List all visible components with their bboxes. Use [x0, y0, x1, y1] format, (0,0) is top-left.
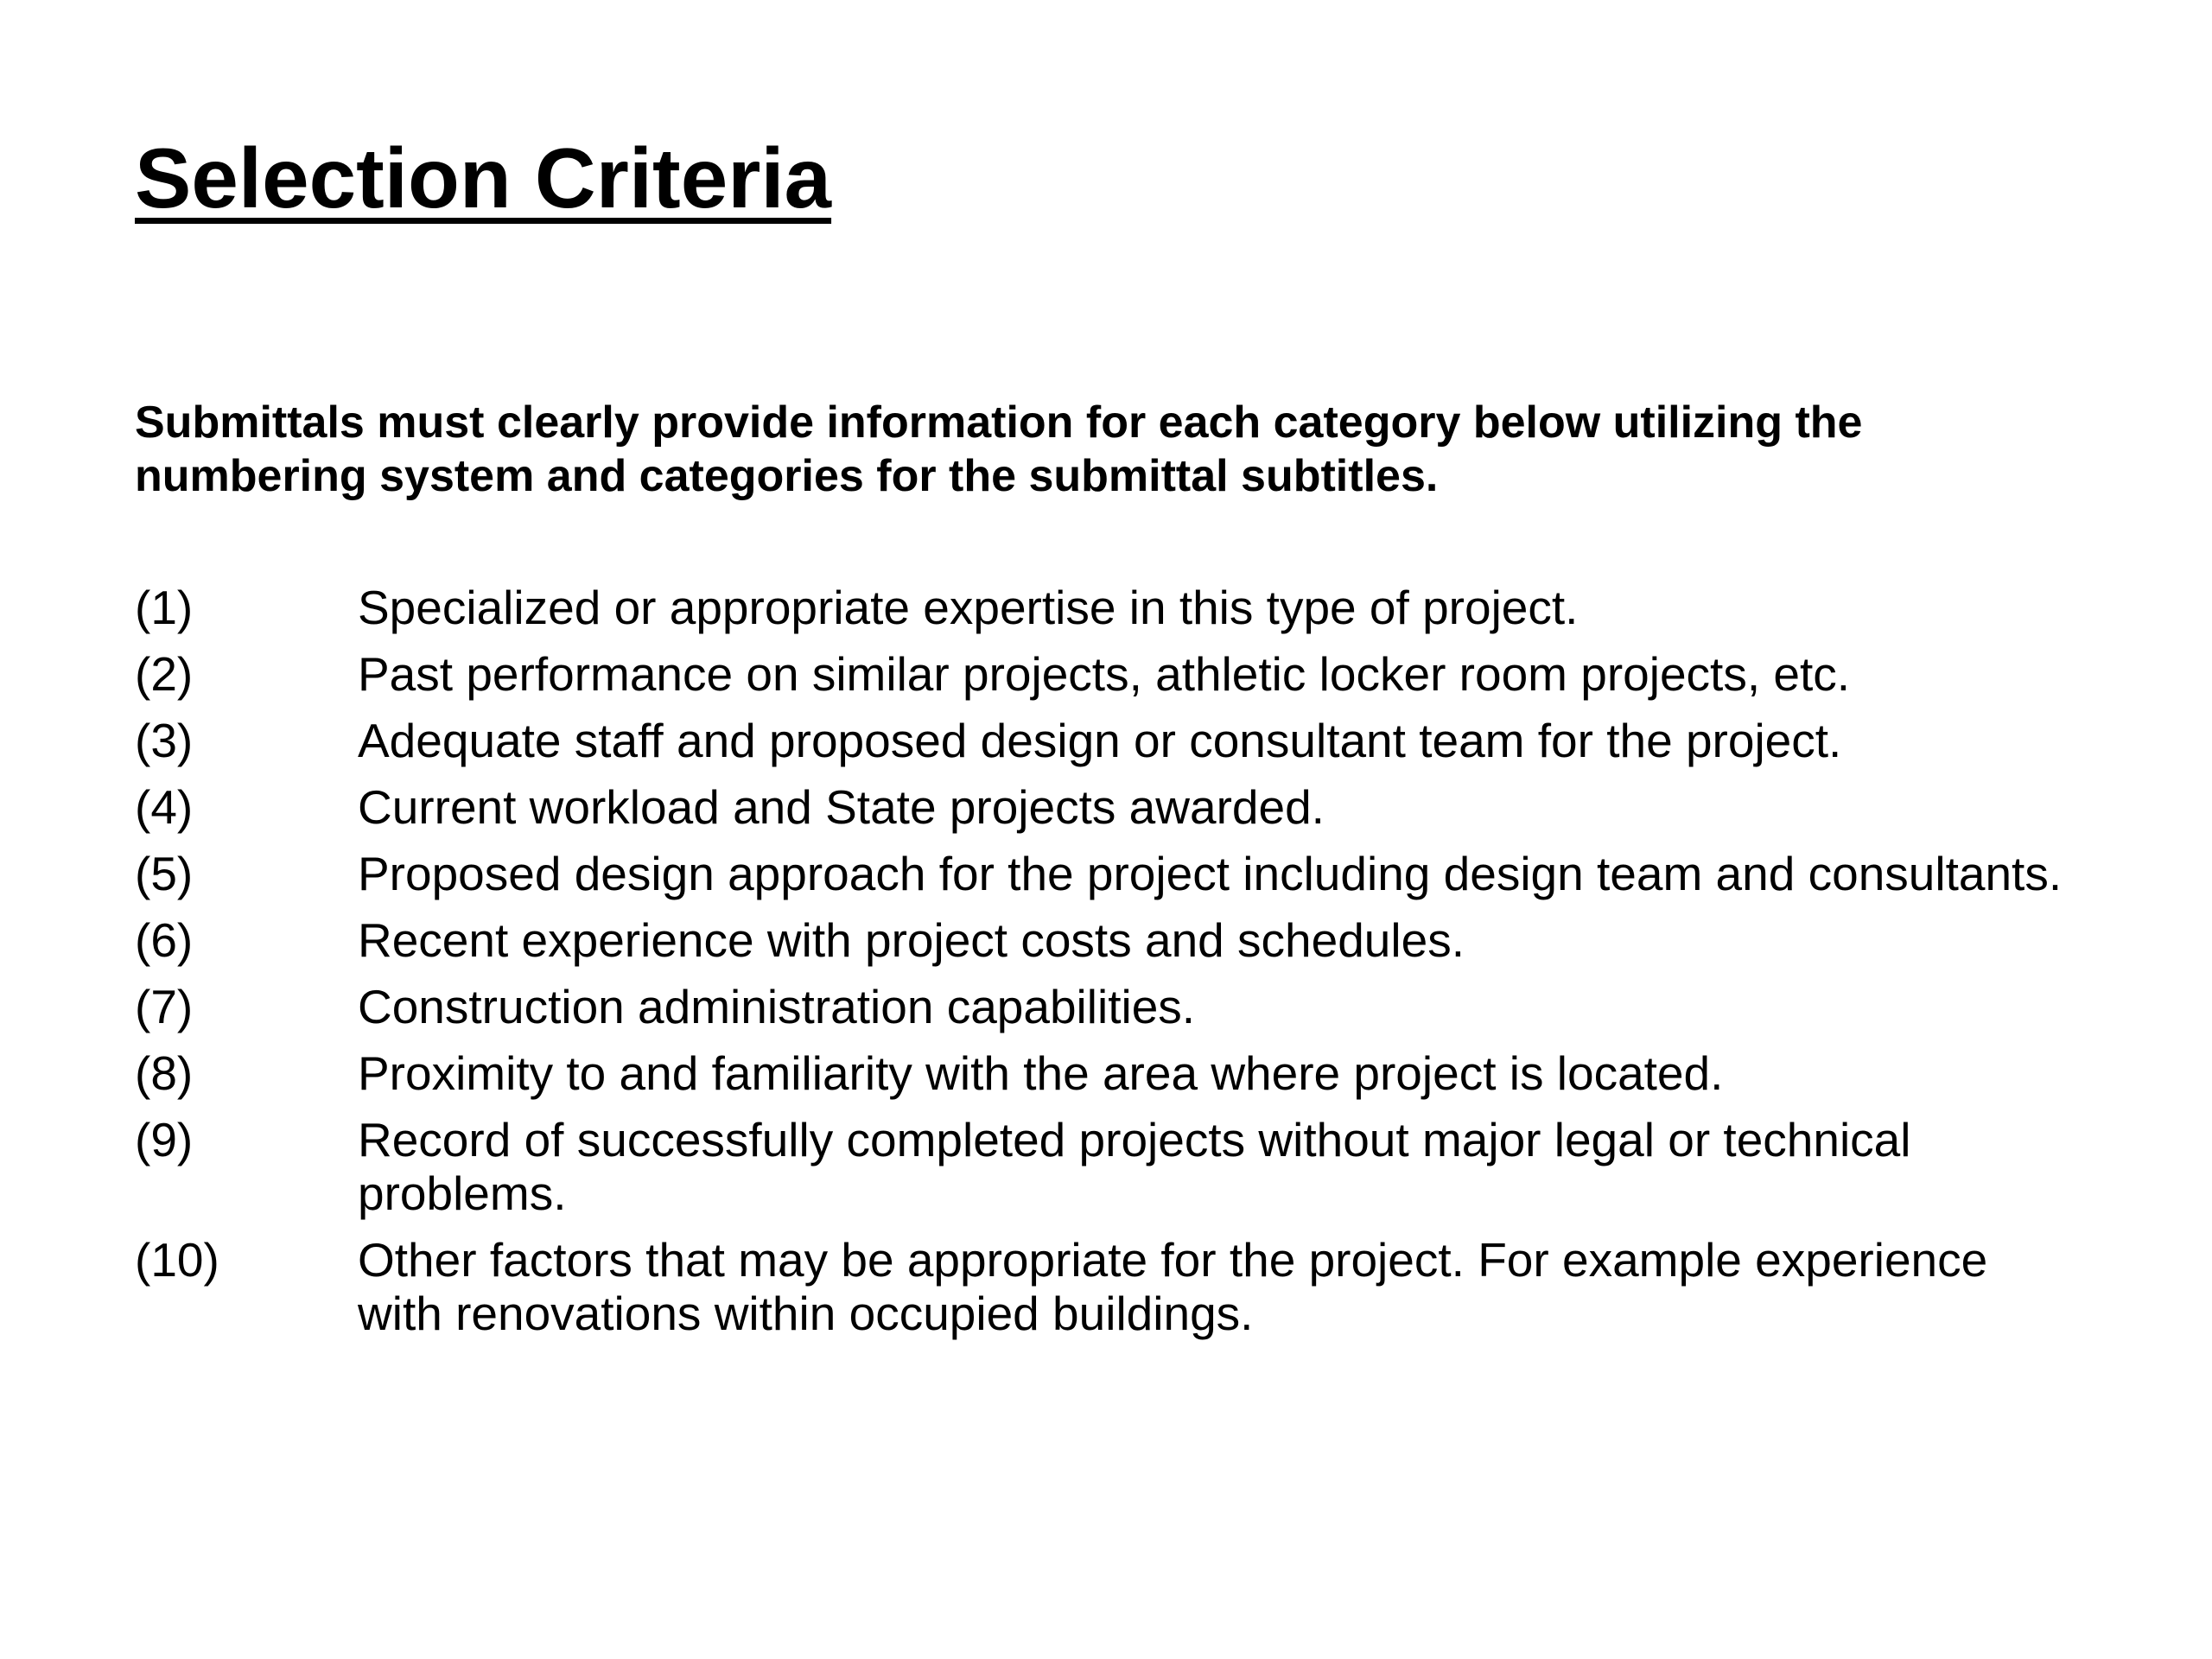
criteria-number: (3) — [135, 714, 194, 767]
criteria-item — [135, 714, 2079, 767]
criteria-item — [135, 647, 2079, 701]
criteria-number: (4) — [135, 780, 194, 834]
criteria-text: Past performance on similar projects, athletic locker room projects, etc. — [358, 647, 1851, 701]
criteria-text: Current workload and State projects awarded. — [358, 780, 1325, 834]
criteria-text: Specialized or appropriate expertise in this type of project. — [358, 581, 1579, 634]
criteria-number: (10) — [135, 1233, 219, 1287]
criteria-text: Construction administration capabilities. — [358, 980, 1196, 1033]
criteria-text: Record of successfully completed projects without major legal or technical problems. — [358, 1113, 1911, 1220]
criteria-item — [135, 1233, 2079, 1340]
criteria-item — [135, 1113, 2079, 1220]
criteria-number: (1) — [135, 581, 194, 634]
criteria-item — [135, 581, 2079, 634]
criteria-number: (2) — [135, 647, 194, 701]
criteria-text: Recent experience with project costs and schedules. — [358, 913, 1465, 967]
criteria-text: Proposed design approach for the project including design team and consultants. — [358, 847, 2063, 900]
criteria-number: (8) — [135, 1046, 194, 1100]
criteria-list — [135, 581, 2079, 1353]
criteria-number: (6) — [135, 913, 194, 967]
criteria-item — [135, 780, 2079, 834]
criteria-number: (5) — [135, 847, 194, 900]
criteria-text: Other factors that may be appropriate for the project. For example experience with renovations within occupied buildings. — [358, 1233, 1988, 1340]
criteria-item — [135, 1046, 2079, 1100]
criteria-item — [135, 980, 2079, 1033]
intro-paragraph: Submittals must clearly provide information for each category below utilizing the numbering system and categories for the submittal subtitles. — [135, 397, 1863, 501]
criteria-item — [135, 913, 2079, 967]
criteria-text: Proximity to and familiarity with the area where project is located. — [358, 1046, 1724, 1100]
criteria-text: Adequate staff and proposed design or consultant team for the project. — [358, 714, 1842, 767]
criteria-number: (7) — [135, 980, 194, 1033]
criteria-number: (9) — [135, 1113, 194, 1166]
criteria-item — [135, 847, 2079, 900]
slide-title: Selection Criteria — [135, 130, 832, 226]
